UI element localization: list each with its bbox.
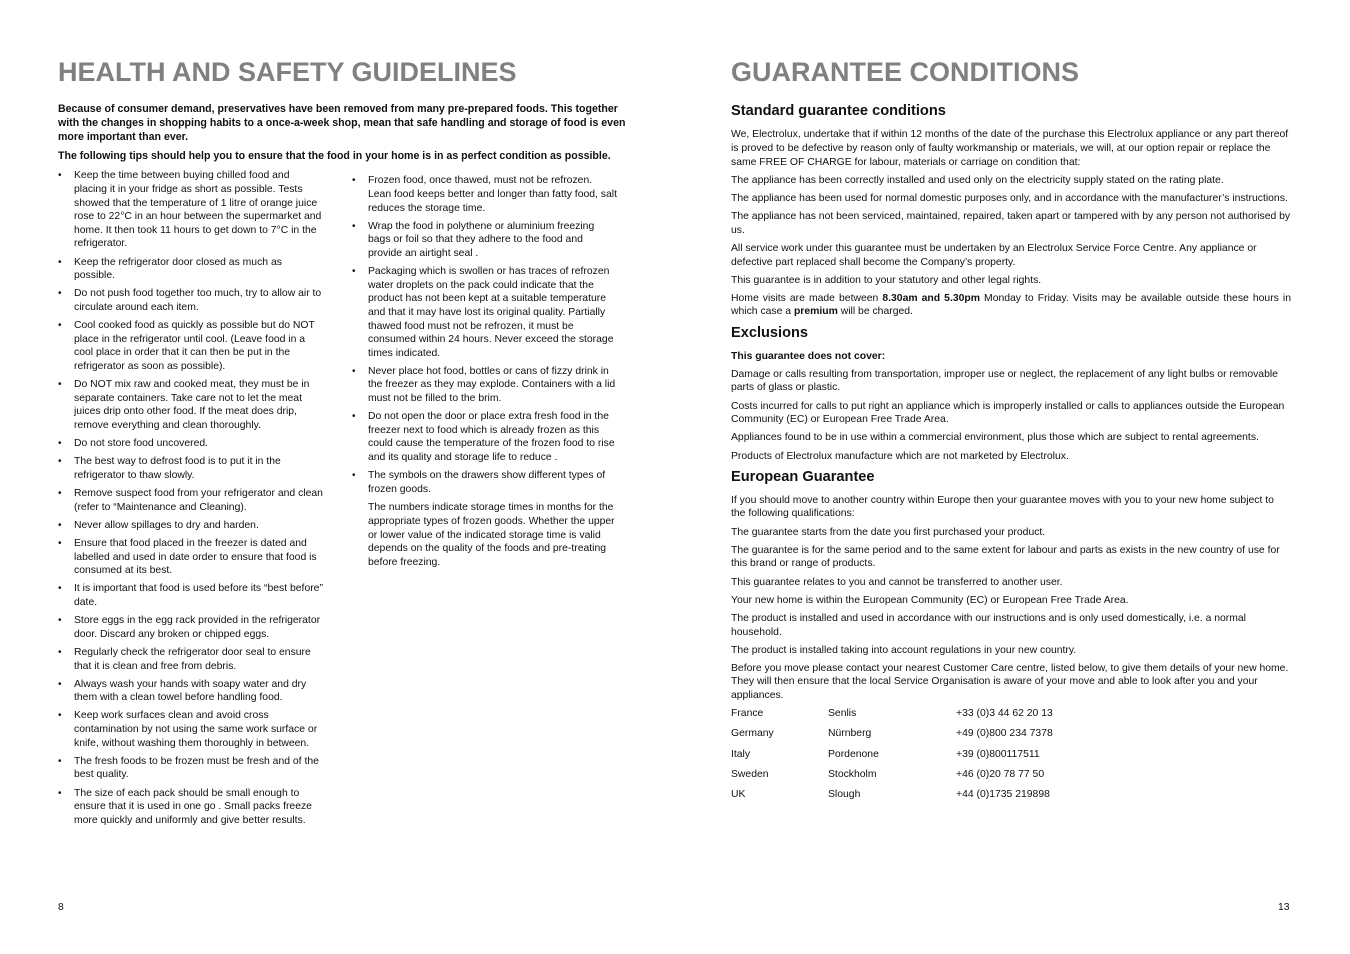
tips-list — [58, 169, 324, 827]
page-number-right: 13 — [1278, 902, 1290, 913]
exclusion-paragraph: Damage or calls resulting from transportation, improper use or neglect, the replacement of any light bulbs or removable parts of glass or plastic. — [731, 368, 1278, 394]
contact-phone: +49 (0)800 234 7378 — [956, 728, 1053, 740]
left-page — [58, 56, 626, 926]
table-row — [731, 788, 1053, 808]
tip-item: • Do not open the door or place extra fresh food in the freezer next to food which is already frozen as this could cause the temperature of the frozen food to rise and its quality and storage life to reduce . — [352, 410, 618, 464]
contact-country: France — [731, 708, 764, 720]
tip-item: • Never place hot food, bottles or cans of fizzy drink in the freezer as they may explode. Containers with a lid must not be filled to the brim. — [352, 365, 618, 406]
home-visits-premium: premium — [793, 306, 838, 318]
customer-care-table — [731, 707, 1053, 808]
tips-column-2 — [352, 174, 618, 569]
european-paragraph: The guarantee is for the same period and to the same extent for labour and parts as exists in the new country of use for this brand or range of products. — [731, 544, 1280, 570]
european-paragraph: If you should move to another country within Europe then your guarantee moves with you to your new home subject to the following qualifications: — [731, 494, 1274, 520]
tip-item: • The symbols on the drawers show different types of frozen goods. — [352, 469, 618, 496]
contact-phone: +39 (0)800117511 — [956, 748, 1040, 760]
storage-times-note: The numbers indicate storage times in months for the appropriate types of frozen goods. Whether the upper or lower value of the indicated storage time is valid depends on the quality of the foods and pre-treating before freezing. — [368, 502, 615, 568]
right-page — [731, 56, 1291, 926]
tip-item: • Do not store food uncovered. — [58, 437, 324, 451]
contact-phone: +46 (0)20 78 77 50 — [956, 768, 1045, 780]
contact-country: UK — [731, 789, 746, 801]
home-visits-hours: 8.30am and 5.30pm — [882, 292, 980, 304]
european-paragraph: This guarantee relates to you and cannot be transferred to another user. — [731, 576, 1063, 588]
tip-item: • The fresh foods to be frozen must be fresh and of the best quality. — [58, 755, 324, 782]
tip-item: • It is important that food is used before its “best before” date. — [58, 582, 324, 609]
tip-item: • Packaging which is swollen or has traces of refrozen water droplets on the pack could indicate that the product has not been kept at a suitable temperature and that it may have lost its original quality. Partially thawed food must not be refrozen, it must be consumed within 24 hours. Never exceed the storage times indicated. — [352, 265, 618, 360]
tips-column-1 — [58, 169, 324, 832]
tip-item: • Store eggs in the egg rack provided in the refrigerator door. Discard any broken or chipped eggs. — [58, 614, 324, 641]
tip-item: • Do not push food together too much, try to allow air to circulate around each item. — [58, 287, 324, 314]
contact-city: Stockholm — [828, 768, 877, 780]
guarantee-title: GUARANTEE CONDITIONS — [731, 57, 1080, 87]
tip-item: • Regularly check the refrigerator door seal to ensure that it is clean and free from debris. — [58, 646, 324, 673]
guarantee-paragraph: The appliance has been used for normal domestic purposes only, and in accordance with the manufacturer’s instructions. — [731, 192, 1288, 204]
contact-city: Senlis — [828, 708, 857, 720]
guarantee-paragraph: All service work under this guarantee must be undertaken by an Electrolux Service Force Centre. Any appliance or defective part replaced shall become the Company’s property. — [731, 242, 1257, 268]
contact-country: Italy — [731, 748, 751, 760]
exclusion-paragraph: Costs incurred for calls to put right an appliance which is improperly installed or calls to appliances outside the European Community (EC) or European Free Trade Area. — [731, 400, 1285, 426]
exclusion-paragraph: Appliances found to be in use within a commercial environment, plus those which are subject to rental agreements. — [731, 432, 1259, 444]
guarantee-paragraph: The appliance has not been serviced, maintained, repaired, taken apart or tampered with by any person not authorised by us. — [731, 211, 1291, 236]
page-number-left: 8 — [58, 902, 64, 913]
tip-item: • Always wash your hands with soapy water and dry them with a clean towel before handling food. — [58, 678, 324, 705]
table-row — [731, 727, 1053, 747]
standard-guarantee-heading: Standard guarantee conditions — [731, 103, 946, 120]
european-paragraph: Before you move please contact your nearest Customer Care centre, listed below, to give them details of your new home. They will then ensure that the local Service Organisation is aware of your move and able to look after you and your appliances. — [731, 662, 1289, 702]
exclusions-heading: Exclusions — [731, 324, 809, 341]
guarantee-paragraph: The appliance has been correctly installed and used only on the electricity supply stated on the rating plate. — [731, 174, 1224, 186]
european-guarantee-heading: European Guarantee — [731, 468, 875, 485]
european-paragraph: The guarantee starts from the date you first purchased your product. — [731, 526, 1046, 538]
table-row — [731, 748, 1053, 768]
home-visits-text: will be charged. — [837, 306, 913, 318]
european-paragraph: Your new home is within the European Community (EC) or European Free Trade Area. — [731, 594, 1129, 606]
exclusion-paragraph: Products of Electrolux manufacture which are not marketed by Electrolux. — [731, 450, 1069, 462]
tip-item: • The best way to defrost food is to put it in the refrigerator to thaw slowly. — [58, 455, 324, 482]
home-visits-text: Monday to Friday. Visits may be available outside these hours in which case a — [731, 292, 1291, 318]
contact-city: Slough — [828, 789, 861, 801]
intro-block — [58, 102, 626, 163]
contact-country: Sweden — [731, 768, 769, 780]
european-paragraph: The product is installed and used in accordance with our instructions and is only used domestically, i.e. a normal household. — [731, 612, 1246, 638]
exclusions-subheading: This guarantee does not cover: — [731, 350, 886, 362]
home-visits-paragraph — [731, 292, 1291, 319]
contact-phone: +44 (0)1735 219898 — [956, 789, 1050, 801]
health-safety-title: HEALTH AND SAFETY GUIDELINES — [58, 57, 517, 87]
table-row — [731, 707, 1053, 727]
tip-item: • Frozen food, once thawed, must not be refrozen. Lean food keeps better and longer than fatty food, salt reduces the storage time. — [352, 174, 618, 215]
tip-item: • Keep the time between buying chilled food and placing it in your fridge as short as possible. Tests showed that the temperature of 1 litre of orange juice rose to 22°C in an hour between the supermarket and home. It then took 11 hours to get down to 7°C in the refrigerator. — [58, 169, 324, 251]
tip-item: • Never allow spillages to dry and harden. — [58, 519, 324, 533]
tips-list — [352, 174, 618, 496]
contact-phone: +33 (0)3 44 62 20 13 — [956, 708, 1053, 720]
tip-item: • Do NOT mix raw and cooked meat, they must be in separate containers. Take care not to let the meat juices drip onto other food. If the meat does drip, remove everything and clean thoroughly. — [58, 378, 324, 432]
table-row — [731, 768, 1053, 788]
tip-item: • Wrap the food in polythene or aluminium freezing bags or foil so that they adhere to the food and provide an airtight seal . — [352, 220, 618, 261]
tip-item: • Keep the refrigerator door closed as much as possible. — [58, 256, 324, 283]
european-paragraph: The product is installed taking into account regulations in your new country. — [731, 644, 1077, 656]
contact-city: Pordenone — [828, 748, 879, 760]
contact-country: Germany — [731, 728, 774, 740]
tip-item: • Keep work surfaces clean and avoid cross contamination by not using the same work surface or knife, without washing them thoroughly in between. — [58, 709, 324, 750]
intro-paragraph: Because of consumer demand, preservatives have been removed from many pre-prepared foods. This together with the changes in shopping habits to a once-a-week shop, mean that safe handling and storage of food is even more important than ever. — [58, 103, 626, 144]
home-visits-text: Home visits are made between — [731, 292, 883, 304]
intro-paragraph: The following tips should help you to ensure that the food in your home is in as perfect condition as possible. — [58, 150, 611, 163]
tip-item: • Cool cooked food as quickly as possible but do NOT place in the refrigerator until cool. (Leave food in a cool place in order that it can then be put in the refrigerator as soon as possible). — [58, 319, 324, 373]
contact-city: Nürnberg — [828, 728, 872, 740]
tip-item: • The size of each pack should be small enough to ensure that it is used in one go . Small packs freeze more quickly and uniformly and give better results. — [58, 787, 324, 828]
guarantee-paragraph: We, Electrolux, undertake that if within 12 months of the date of the purchase this Electrolux appliance or any part thereof is proved to be defective by reason only of faulty workmanship or materials, we will, at our option repair or replace the same FREE OF CHARGE for labour, materials or carriage on condition that: — [731, 129, 1289, 168]
tip-item: • Ensure that food placed in the freezer is dated and labelled and used in date order to ensure that food is consumed at its best. — [58, 537, 324, 578]
guarantee-paragraph: This guarantee is in addition to your statutory and other legal rights. — [731, 274, 1042, 286]
tips-columns — [58, 169, 626, 889]
tip-item: • Remove suspect food from your refrigerator and clean (refer to “Maintenance and Cleaning). — [58, 487, 324, 514]
